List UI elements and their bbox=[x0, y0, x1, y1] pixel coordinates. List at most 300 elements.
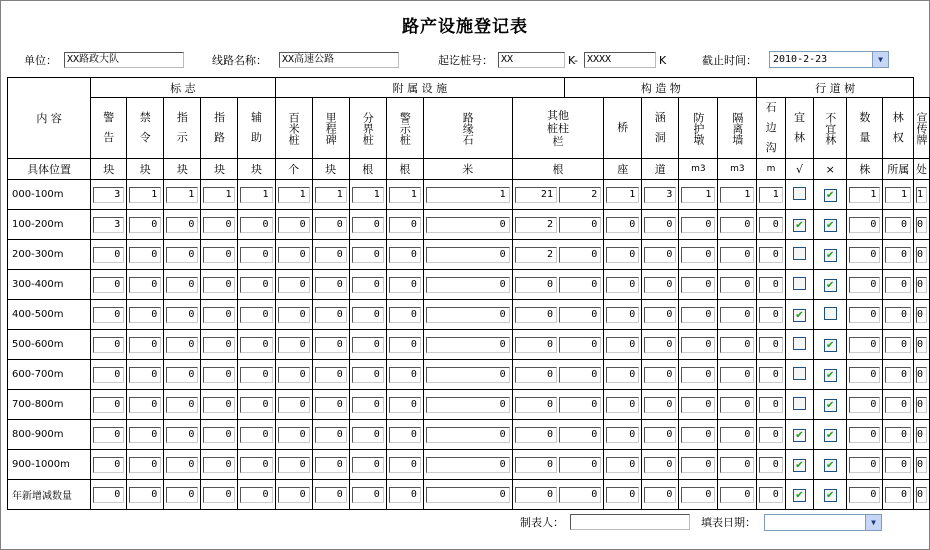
fill-date-select[interactable] bbox=[764, 514, 882, 531]
qita-pair bbox=[515, 247, 602, 263]
value-input[interactable]: 0 bbox=[352, 427, 384, 443]
value-input[interactable]: 1 bbox=[203, 187, 235, 203]
value-input[interactable]: 1 bbox=[166, 187, 198, 203]
value-input[interactable]: 0 bbox=[93, 487, 124, 503]
cell-buyilin bbox=[814, 390, 847, 420]
cell-zhilu bbox=[201, 300, 238, 330]
value-input[interactable]: 0 bbox=[759, 217, 782, 233]
value-input[interactable]: 0 bbox=[849, 307, 880, 323]
buyilin-checkbox[interactable] bbox=[824, 459, 837, 472]
value-input[interactable]: 0 bbox=[559, 457, 601, 473]
value-input[interactable]: 0 bbox=[681, 337, 715, 353]
value-input[interactable]: 3 bbox=[93, 187, 124, 203]
value-input[interactable]: 0 bbox=[240, 427, 272, 443]
yilin-checkbox[interactable] bbox=[793, 247, 806, 260]
value-input[interactable]: 0 bbox=[559, 367, 601, 383]
yilin-checkbox[interactable] bbox=[793, 219, 806, 232]
value-input[interactable]: 0 bbox=[129, 397, 161, 413]
value-input[interactable]: 0 bbox=[315, 457, 347, 473]
value-input[interactable]: 0 bbox=[352, 457, 384, 473]
value-input[interactable]: 0 bbox=[426, 487, 510, 503]
buyilin-checkbox[interactable] bbox=[824, 307, 837, 320]
value-input[interactable]: 0 bbox=[681, 427, 715, 443]
value-input[interactable]: 0 bbox=[315, 247, 347, 263]
value-input[interactable]: 3 bbox=[644, 187, 676, 203]
value-input[interactable]: 0 bbox=[315, 367, 347, 383]
value-input[interactable]: 0 bbox=[720, 427, 754, 443]
cell-fenjie bbox=[349, 360, 386, 390]
value-input[interactable]: 0 bbox=[644, 427, 676, 443]
value-input[interactable]: 0 bbox=[278, 487, 310, 503]
cell-linquan bbox=[883, 330, 914, 360]
value-input[interactable]: 0 bbox=[166, 367, 198, 383]
cell-jinling bbox=[127, 420, 164, 450]
cell-shuliang bbox=[847, 450, 883, 480]
value-input[interactable]: 0 bbox=[644, 397, 676, 413]
value-input[interactable]: 0 bbox=[849, 427, 880, 443]
value-input[interactable]: 0 bbox=[916, 457, 927, 473]
value-input[interactable]: 0 bbox=[681, 457, 715, 473]
row-label: 600-700m bbox=[8, 360, 91, 390]
value-input[interactable]: 0 bbox=[515, 307, 557, 323]
cell-fenjie bbox=[349, 270, 386, 300]
check-icon: ✔ bbox=[826, 459, 835, 471]
value-input[interactable]: 0 bbox=[849, 457, 880, 473]
value-input[interactable]: 0 bbox=[515, 367, 557, 383]
value-input[interactable]: 1 bbox=[352, 187, 384, 203]
value-input[interactable]: 0 bbox=[515, 487, 557, 503]
cell-xuanchuan bbox=[913, 180, 929, 210]
yilin-checkbox[interactable] bbox=[793, 309, 806, 322]
yilin-checkbox[interactable] bbox=[793, 337, 806, 350]
value-input[interactable]: 0 bbox=[129, 427, 161, 443]
value-input[interactable]: 0 bbox=[849, 247, 880, 263]
value-input[interactable]: 0 bbox=[129, 217, 161, 233]
buyilin-checkbox[interactable] bbox=[824, 279, 837, 292]
value-input[interactable]: 0 bbox=[759, 277, 782, 293]
value-input[interactable]: 0 bbox=[129, 247, 161, 263]
value-input[interactable]: 1 bbox=[720, 187, 754, 203]
value-input[interactable]: 0 bbox=[389, 217, 421, 233]
check-icon: ✔ bbox=[795, 489, 804, 501]
cell-luyuan bbox=[423, 480, 512, 510]
cell-fanghu bbox=[679, 360, 718, 390]
value-input[interactable]: 0 bbox=[644, 367, 676, 383]
value-input[interactable]: 0 bbox=[389, 247, 421, 263]
value-input[interactable]: 0 bbox=[849, 397, 880, 413]
value-input[interactable]: 1 bbox=[389, 187, 421, 203]
value-input[interactable]: 0 bbox=[278, 457, 310, 473]
value-input[interactable]: 0 bbox=[352, 337, 384, 353]
chevron-down-icon[interactable]: ▼ bbox=[865, 515, 881, 530]
cell-yilin bbox=[785, 300, 813, 330]
value-input[interactable]: 0 bbox=[240, 487, 272, 503]
value-input[interactable]: 0 bbox=[278, 247, 310, 263]
cell-fuzhu bbox=[238, 270, 275, 300]
value-input[interactable]: 0 bbox=[559, 307, 601, 323]
value-input[interactable]: 0 bbox=[885, 277, 911, 293]
value-input[interactable]: 1 bbox=[278, 187, 310, 203]
value-input[interactable]: 0 bbox=[916, 247, 927, 263]
value-input[interactable]: 0 bbox=[606, 277, 639, 293]
value-input[interactable]: 0 bbox=[129, 277, 161, 293]
check-icon: ✔ bbox=[826, 369, 835, 381]
value-input[interactable]: 0 bbox=[129, 337, 161, 353]
cell-xuanchuan bbox=[913, 450, 929, 480]
value-input[interactable]: 0 bbox=[606, 487, 639, 503]
value-input[interactable]: 0 bbox=[93, 397, 124, 413]
value-input[interactable]: 0 bbox=[644, 247, 676, 263]
value-input[interactable]: 0 bbox=[389, 427, 421, 443]
value-input[interactable]: 0 bbox=[203, 277, 235, 293]
value-input[interactable]: 0 bbox=[315, 427, 347, 443]
value-input[interactable]: 0 bbox=[606, 397, 639, 413]
value-input[interactable]: 0 bbox=[426, 337, 510, 353]
value-input[interactable]: 0 bbox=[352, 367, 384, 383]
value-input[interactable]: 0 bbox=[916, 277, 927, 293]
value-input[interactable]: 0 bbox=[129, 457, 161, 473]
value-input[interactable]: 0 bbox=[759, 457, 782, 473]
value-input[interactable]: 0 bbox=[916, 397, 927, 413]
cell-qita bbox=[512, 360, 604, 390]
cell-linquan bbox=[883, 480, 914, 510]
cell-fenjie bbox=[349, 450, 386, 480]
value-input[interactable]: 0 bbox=[720, 487, 754, 503]
pile-start-input[interactable]: XX bbox=[498, 52, 565, 68]
value-input[interactable]: 0 bbox=[352, 247, 384, 263]
value-input[interactable]: 0 bbox=[426, 367, 510, 383]
value-input[interactable]: 0 bbox=[352, 217, 384, 233]
value-input[interactable]: 0 bbox=[240, 277, 272, 293]
buyilin-checkbox[interactable] bbox=[824, 249, 837, 262]
value-input[interactable]: 0 bbox=[515, 397, 557, 413]
value-input[interactable]: 0 bbox=[885, 337, 911, 353]
cell-jinggao bbox=[91, 270, 127, 300]
value-input[interactable]: 0 bbox=[606, 337, 639, 353]
value-input[interactable]: 0 bbox=[315, 337, 347, 353]
value-input[interactable]: 0 bbox=[129, 367, 161, 383]
value-input[interactable]: 0 bbox=[93, 307, 124, 323]
value-input[interactable]: 0 bbox=[203, 337, 235, 353]
value-input[interactable]: 0 bbox=[278, 427, 310, 443]
value-input[interactable]: 0 bbox=[885, 307, 911, 323]
cell-shuliang bbox=[847, 270, 883, 300]
value-input[interactable]: 0 bbox=[240, 337, 272, 353]
value-input[interactable]: 1 bbox=[129, 187, 161, 203]
table-row bbox=[8, 360, 930, 390]
value-input[interactable]: 0 bbox=[644, 277, 676, 293]
value-input[interactable]: 0 bbox=[606, 217, 639, 233]
value-input[interactable]: 0 bbox=[426, 217, 510, 233]
value-input[interactable]: 0 bbox=[426, 397, 510, 413]
value-input[interactable]: 0 bbox=[849, 367, 880, 383]
value-input[interactable]: 0 bbox=[916, 367, 927, 383]
cell-qiao bbox=[604, 480, 642, 510]
value-input[interactable]: 0 bbox=[885, 487, 911, 503]
value-input[interactable]: 0 bbox=[203, 367, 235, 383]
value-input[interactable]: 0 bbox=[389, 307, 421, 323]
value-input[interactable]: 1 bbox=[426, 187, 510, 203]
value-input[interactable]: 0 bbox=[681, 277, 715, 293]
buyilin-checkbox[interactable] bbox=[824, 189, 837, 202]
value-input[interactable]: 0 bbox=[681, 307, 715, 323]
cell-shuliang bbox=[847, 420, 883, 450]
cell-fenjie bbox=[349, 180, 386, 210]
value-input[interactable]: 0 bbox=[916, 487, 927, 503]
col-header-zhishi bbox=[164, 98, 201, 159]
value-input[interactable]: 0 bbox=[681, 367, 715, 383]
value-input[interactable]: 0 bbox=[315, 277, 347, 293]
value-input[interactable]: 0 bbox=[93, 337, 124, 353]
cell-handong bbox=[642, 270, 679, 300]
value-input[interactable]: 0 bbox=[644, 307, 676, 323]
yilin-checkbox[interactable] bbox=[793, 489, 806, 502]
value-input[interactable]: 0 bbox=[240, 457, 272, 473]
yilin-checkbox[interactable] bbox=[793, 187, 806, 200]
deadline-select[interactable] bbox=[769, 51, 889, 68]
value-input[interactable]: 1 bbox=[885, 187, 911, 203]
value-input[interactable]: 0 bbox=[849, 217, 880, 233]
unit-qiao: 座 bbox=[604, 159, 642, 180]
value-input[interactable]: 0 bbox=[759, 367, 782, 383]
value-input[interactable]: 0 bbox=[166, 457, 198, 473]
cell-shuliang bbox=[847, 240, 883, 270]
value-input[interactable]: 1 bbox=[606, 187, 639, 203]
value-input[interactable]: 0 bbox=[203, 487, 235, 503]
unit-input[interactable]: XX路政大队 bbox=[64, 52, 184, 68]
cell-buyilin bbox=[814, 270, 847, 300]
value-input[interactable]: 0 bbox=[352, 487, 384, 503]
cell-luyuan bbox=[423, 420, 512, 450]
value-input[interactable]: 1 bbox=[681, 187, 715, 203]
yilin-checkbox[interactable] bbox=[793, 367, 806, 380]
value-input[interactable]: 0 bbox=[681, 247, 715, 263]
value-input[interactable]: 0 bbox=[720, 397, 754, 413]
value-input[interactable]: 0 bbox=[93, 367, 124, 383]
value-input[interactable]: 0 bbox=[559, 427, 601, 443]
value-input[interactable]: 0 bbox=[315, 487, 347, 503]
value-input[interactable]: 0 bbox=[93, 427, 124, 443]
yilin-checkbox[interactable] bbox=[793, 397, 806, 410]
value-input[interactable]: 0 bbox=[720, 367, 754, 383]
value-input[interactable]: 0 bbox=[278, 277, 310, 293]
value-input[interactable]: 0 bbox=[559, 487, 601, 503]
value-input[interactable]: 0 bbox=[389, 457, 421, 473]
value-input[interactable]: 2 bbox=[515, 217, 557, 233]
route-input[interactable]: XX高速公路 bbox=[279, 52, 399, 68]
check-icon: ✔ bbox=[826, 189, 835, 201]
value-input[interactable]: 0 bbox=[644, 487, 676, 503]
value-input[interactable]: 0 bbox=[916, 427, 927, 443]
value-input[interactable]: 0 bbox=[916, 307, 927, 323]
value-input[interactable]: 0 bbox=[885, 217, 911, 233]
yilin-checkbox[interactable] bbox=[793, 277, 806, 290]
value-input[interactable]: 0 bbox=[559, 217, 601, 233]
value-input[interactable]: 0 bbox=[720, 457, 754, 473]
value-input[interactable]: 0 bbox=[93, 247, 124, 263]
value-input[interactable]: 0 bbox=[720, 337, 754, 353]
value-input[interactable]: 0 bbox=[885, 247, 911, 263]
value-input[interactable]: 0 bbox=[389, 337, 421, 353]
value-input[interactable]: 0 bbox=[885, 367, 911, 383]
yilin-checkbox[interactable] bbox=[793, 459, 806, 472]
value-input[interactable]: 0 bbox=[515, 277, 557, 293]
value-input[interactable]: 0 bbox=[515, 337, 557, 353]
maker-input[interactable] bbox=[570, 514, 690, 530]
value-input[interactable]: 0 bbox=[166, 307, 198, 323]
cell-zhishi bbox=[164, 480, 201, 510]
value-input[interactable]: 0 bbox=[606, 367, 639, 383]
value-input[interactable]: 0 bbox=[606, 427, 639, 443]
buyilin-checkbox[interactable] bbox=[824, 429, 837, 442]
cell-geli bbox=[718, 330, 757, 360]
value-input[interactable]: 0 bbox=[759, 427, 782, 443]
value-input[interactable]: 0 bbox=[759, 337, 782, 353]
value-input[interactable]: 0 bbox=[559, 337, 601, 353]
value-input[interactable]: 0 bbox=[759, 397, 782, 413]
value-input[interactable]: 0 bbox=[278, 337, 310, 353]
value-input[interactable]: 0 bbox=[681, 397, 715, 413]
cell-zhilu bbox=[201, 390, 238, 420]
value-input[interactable]: 0 bbox=[240, 217, 272, 233]
value-input[interactable]: 0 bbox=[166, 277, 198, 293]
value-input[interactable]: 0 bbox=[849, 277, 880, 293]
value-input[interactable]: 1 bbox=[849, 187, 880, 203]
value-input[interactable]: 0 bbox=[166, 427, 198, 443]
value-input[interactable]: 0 bbox=[203, 217, 235, 233]
value-input[interactable]: 0 bbox=[240, 367, 272, 383]
cell-fenjie bbox=[349, 240, 386, 270]
cell-zhilu bbox=[201, 180, 238, 210]
value-input[interactable]: 0 bbox=[240, 247, 272, 263]
value-input[interactable]: 0 bbox=[849, 337, 880, 353]
cell-shuliang bbox=[847, 480, 883, 510]
value-input[interactable]: 1 bbox=[916, 187, 927, 203]
value-input[interactable]: 0 bbox=[759, 307, 782, 323]
value-input[interactable]: 0 bbox=[644, 457, 676, 473]
value-input[interactable]: 3 bbox=[93, 217, 124, 233]
value-input[interactable]: 0 bbox=[849, 487, 880, 503]
value-input[interactable]: 0 bbox=[916, 337, 927, 353]
col-header-luyuan-label: 路缘石 bbox=[461, 111, 475, 145]
value-input[interactable]: 0 bbox=[559, 397, 601, 413]
value-input[interactable]: 1 bbox=[240, 187, 272, 203]
value-input[interactable]: 0 bbox=[885, 457, 911, 473]
value-input[interactable]: 0 bbox=[681, 217, 715, 233]
value-input[interactable]: 0 bbox=[916, 217, 927, 233]
value-input[interactable]: 0 bbox=[389, 487, 421, 503]
value-input[interactable]: 0 bbox=[352, 277, 384, 293]
value-input[interactable]: 0 bbox=[426, 247, 510, 263]
value-input[interactable]: 0 bbox=[885, 427, 911, 443]
value-input[interactable]: 0 bbox=[559, 247, 601, 263]
value-input[interactable]: 0 bbox=[426, 457, 510, 473]
value-input[interactable]: 0 bbox=[129, 487, 161, 503]
value-input[interactable]: 0 bbox=[278, 307, 310, 323]
value-input[interactable]: 0 bbox=[426, 277, 510, 293]
value-input[interactable]: 0 bbox=[203, 247, 235, 263]
buyilin-checkbox[interactable] bbox=[824, 399, 837, 412]
cell-jinling bbox=[127, 360, 164, 390]
value-input[interactable]: 0 bbox=[240, 397, 272, 413]
value-input[interactable]: 0 bbox=[720, 247, 754, 263]
yilin-checkbox[interactable] bbox=[793, 429, 806, 442]
value-input[interactable]: 2 bbox=[559, 187, 601, 203]
value-input[interactable]: 0 bbox=[606, 457, 639, 473]
value-input[interactable]: 0 bbox=[203, 307, 235, 323]
value-input[interactable]: 0 bbox=[240, 307, 272, 323]
value-input[interactable]: 0 bbox=[426, 307, 510, 323]
value-input[interactable]: 2 bbox=[515, 247, 557, 263]
value-input[interactable]: 0 bbox=[515, 457, 557, 473]
value-input[interactable]: 0 bbox=[644, 337, 676, 353]
value-input[interactable]: 0 bbox=[129, 307, 161, 323]
value-input[interactable]: 0 bbox=[166, 217, 198, 233]
buyilin-checkbox[interactable] bbox=[824, 219, 837, 232]
buyilin-checkbox[interactable] bbox=[824, 489, 837, 502]
value-input[interactable]: 0 bbox=[559, 277, 601, 293]
value-input[interactable]: 0 bbox=[759, 487, 782, 503]
buyilin-checkbox[interactable] bbox=[824, 339, 837, 352]
value-input[interactable]: 0 bbox=[93, 277, 124, 293]
value-input[interactable]: 0 bbox=[426, 427, 510, 443]
value-input[interactable]: 0 bbox=[315, 307, 347, 323]
value-input[interactable]: 0 bbox=[885, 397, 911, 413]
value-input[interactable]: 0 bbox=[278, 217, 310, 233]
qita-pair bbox=[515, 427, 602, 443]
value-input[interactable]: 0 bbox=[203, 427, 235, 443]
chevron-down-icon[interactable]: ▼ bbox=[872, 52, 888, 67]
value-input[interactable]: 0 bbox=[203, 457, 235, 473]
value-input[interactable]: 0 bbox=[166, 397, 198, 413]
cell-zhilu bbox=[201, 480, 238, 510]
col-header-xuanchuan-label: 宣传牌 bbox=[914, 111, 928, 145]
value-input[interactable]: 1 bbox=[315, 187, 347, 203]
value-input[interactable]: 0 bbox=[720, 217, 754, 233]
cell-handong bbox=[642, 210, 679, 240]
unit-jingshi: 根 bbox=[386, 159, 423, 180]
value-input[interactable]: 0 bbox=[644, 217, 676, 233]
value-input[interactable]: 0 bbox=[352, 397, 384, 413]
value-input[interactable]: 0 bbox=[681, 487, 715, 503]
value-input[interactable]: 0 bbox=[203, 397, 235, 413]
cell-zhishi bbox=[164, 300, 201, 330]
value-input[interactable]: 0 bbox=[278, 397, 310, 413]
col-header-xuanchuan bbox=[913, 98, 929, 159]
value-input[interactable]: 21 bbox=[515, 187, 557, 203]
value-input[interactable]: 0 bbox=[315, 217, 347, 233]
value-input[interactable]: 0 bbox=[166, 487, 198, 503]
value-input[interactable]: 0 bbox=[515, 427, 557, 443]
pile-end-input[interactable]: XXXX bbox=[584, 52, 656, 68]
value-input[interactable]: 0 bbox=[389, 367, 421, 383]
value-input[interactable]: 0 bbox=[166, 247, 198, 263]
value-input[interactable]: 0 bbox=[389, 277, 421, 293]
buyilin-checkbox[interactable] bbox=[824, 369, 837, 382]
value-input[interactable]: 0 bbox=[389, 397, 421, 413]
value-input[interactable]: 0 bbox=[720, 277, 754, 293]
value-input[interactable]: 0 bbox=[720, 307, 754, 323]
value-input[interactable]: 0 bbox=[93, 457, 124, 473]
value-input[interactable]: 0 bbox=[278, 367, 310, 383]
value-input[interactable]: 0 bbox=[606, 247, 639, 263]
value-input[interactable]: 0 bbox=[166, 337, 198, 353]
value-input[interactable]: 0 bbox=[352, 307, 384, 323]
value-input[interactable]: 0 bbox=[606, 307, 639, 323]
value-input[interactable]: 0 bbox=[759, 247, 782, 263]
value-input[interactable]: 1 bbox=[759, 187, 782, 203]
value-input[interactable]: 0 bbox=[315, 397, 347, 413]
